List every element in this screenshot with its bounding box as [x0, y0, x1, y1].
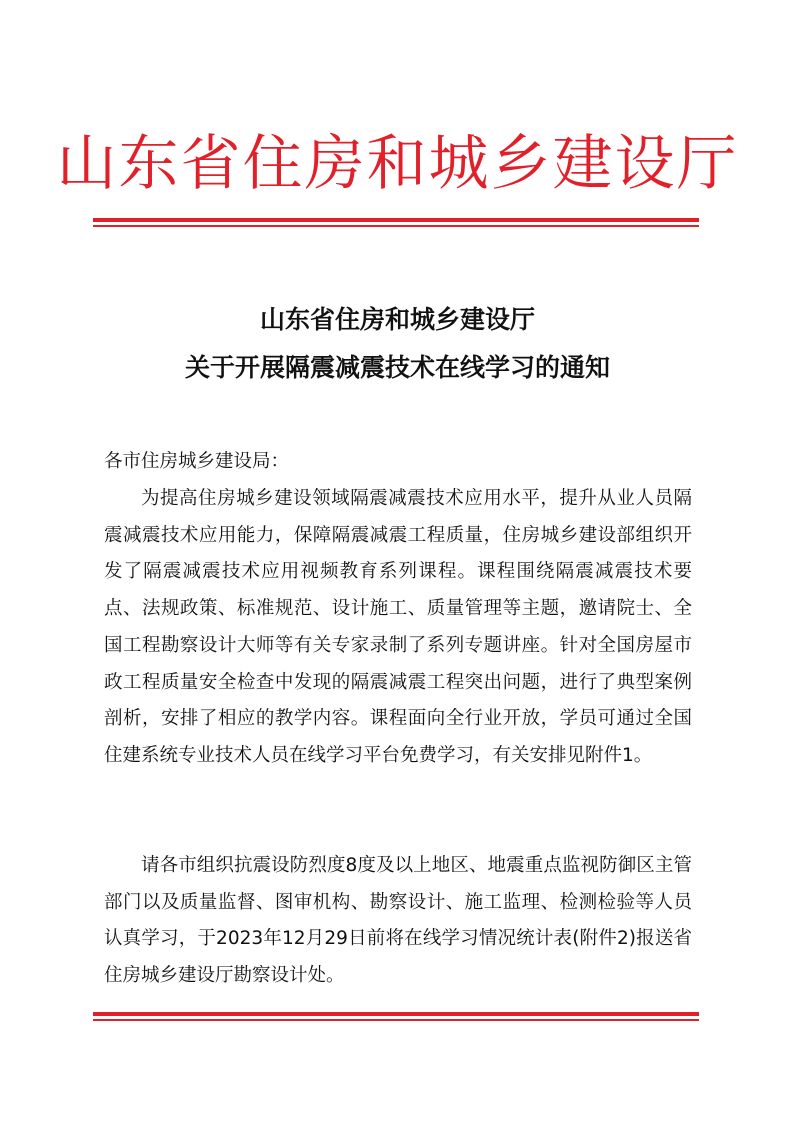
divider-thin-line: [93, 1019, 699, 1021]
body-paragraph-1: 为提高住房城乡建设领域隔震减震技术应用水平，提升从业人员隔震减震技术应用能力，保障隔震减震工程质量，住房城乡建设部组织开发了隔震减震技术应用视频教育系列课程。课程围绕隔震减震技术要点、法规政策、标准规范、设计施工、质量管理等主题，邀请院士、全国工程勘察设计大师等有关专家录制了系列专题讲座。针对全国房屋市政工程质量安全检查中发现的隔震减震工程突出问题，进行了典型案例剖析，安排了相应的教学内容。课程面向全行业开放，学员可通过全国住建系统专业技术人员在线学习平台免费学习，有关安排见附件1。: [104, 488, 692, 766]
salutation: 各市住房城乡建设局：: [104, 451, 290, 472]
footer-divider: [93, 1012, 699, 1021]
document-title-line-1: 山东省住房和城乡建设厅: [259, 305, 535, 334]
body-paragraph-2: 请各市组织抗震设防烈度8度及以上地区、地震重点监视防御区主管部门以及质量监督、图审机构、勘察设计、施工监理、检测检验等人员认真学习，于2023年12月29日前将在线学习情况统计表(附件2)报送省住房城乡建设厅勘察设计处。: [104, 855, 692, 987]
letterhead-org-name: 山东省住房和城乡建设厅: [56, 129, 739, 199]
divider-thin-line: [93, 225, 699, 227]
letterhead-divider-top: [93, 218, 699, 227]
document-title-line-2: 关于开展隔震减震技术在线学习的通知: [184, 353, 610, 382]
